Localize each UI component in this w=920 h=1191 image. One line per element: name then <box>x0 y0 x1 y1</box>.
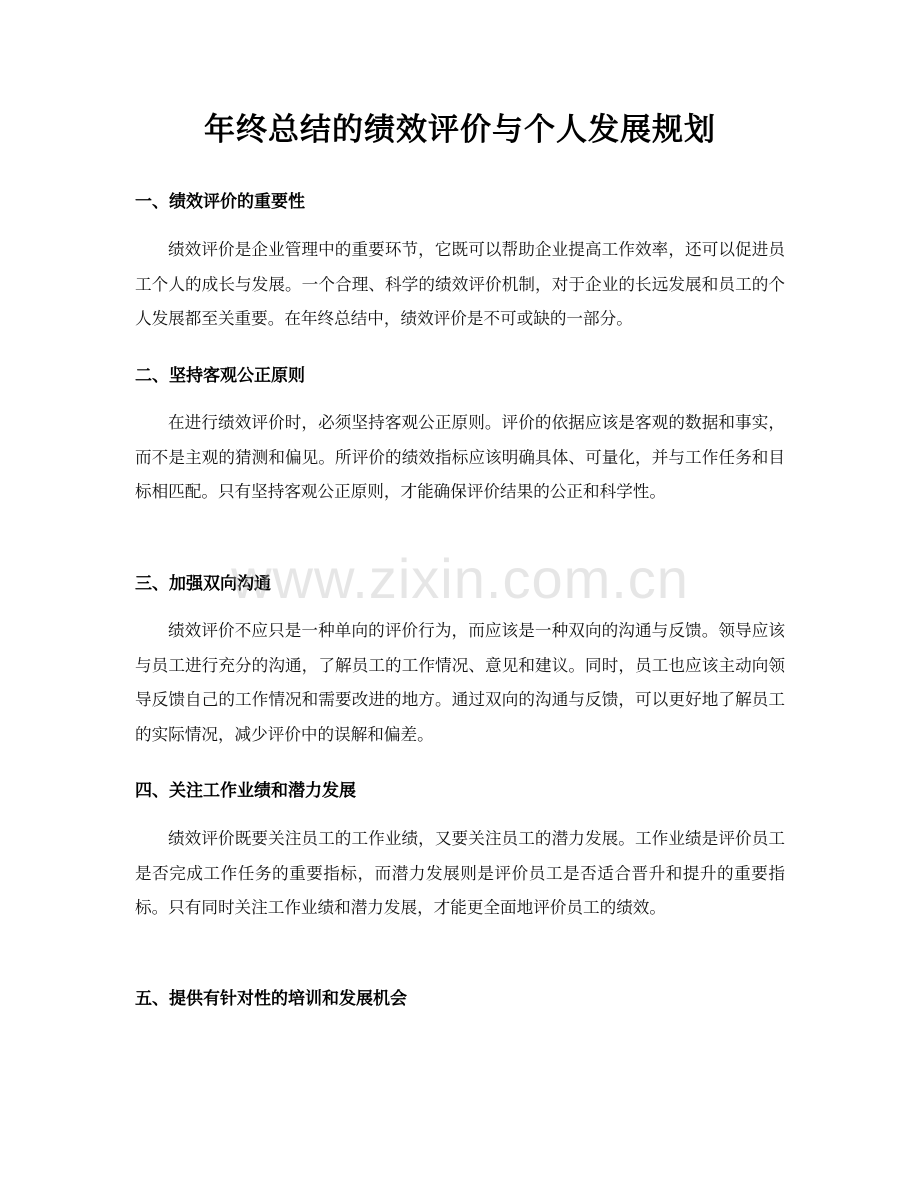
section-heading-5: 五、提供有针对性的培训和发展机会 <box>135 989 407 1009</box>
section-heading-3: 三、加强双向沟通 <box>135 574 271 594</box>
document-title: 年终总结的绩效评价与个人发展规划 <box>204 112 716 148</box>
section-heading-4: 四、关注工作业绩和潜力发展 <box>135 781 356 801</box>
section-paragraph-3: 绩效评价不应只是一种单向的评价行为，而应该是一种双向的沟通与反馈。领导应该与员工进行充分的沟通，了解员工的工作情况、意见和建议。同时，员工也应该主动向领导反馈自己的工作情况和需要改进的地方。通过双向的沟通与反馈，可以更好地了解员工的实际情况，减少评价中的误解和偏差。 <box>135 621 785 744</box>
section-paragraph-2: 在进行绩效评价时，必须坚持客观公正原则。评价的依据应该是客观的数据和事实，而不是主观的猜测和偏见。所评价的绩效指标应该明确具体、可量化，并与工作任务和目标相匹配。只有坚持客观公正原则，才能确保评价结果的公正和科学性。 <box>135 413 785 501</box>
section-heading-2: 二、坚持客观公正原则 <box>135 366 305 386</box>
section-paragraph-1: 绩效评价是企业管理中的重要环节，它既可以帮助企业提高工作效率，还可以促进员工个人的成长与发展。一个合理、科学的绩效评价机制，对于企业的长远发展和员工的个人发展都至关重要。在年终总结中，绩效评价是不可或缺的一部分。 <box>135 240 785 328</box>
section-heading-1: 一、绩效评价的重要性 <box>135 192 305 212</box>
watermark-text: www.zixin.com.cn <box>231 547 689 610</box>
section-paragraph-4: 绩效评价既要关注员工的工作业绩，又要关注员工的潜力发展。工作业绩是评价员工是否完成工作任务的重要指标，而潜力发展则是评价员工是否适合晋升和提升的重要指标。只有同时关注工作业绩和潜力发展，才能更全面地评价员工的绩效。 <box>135 829 785 917</box>
